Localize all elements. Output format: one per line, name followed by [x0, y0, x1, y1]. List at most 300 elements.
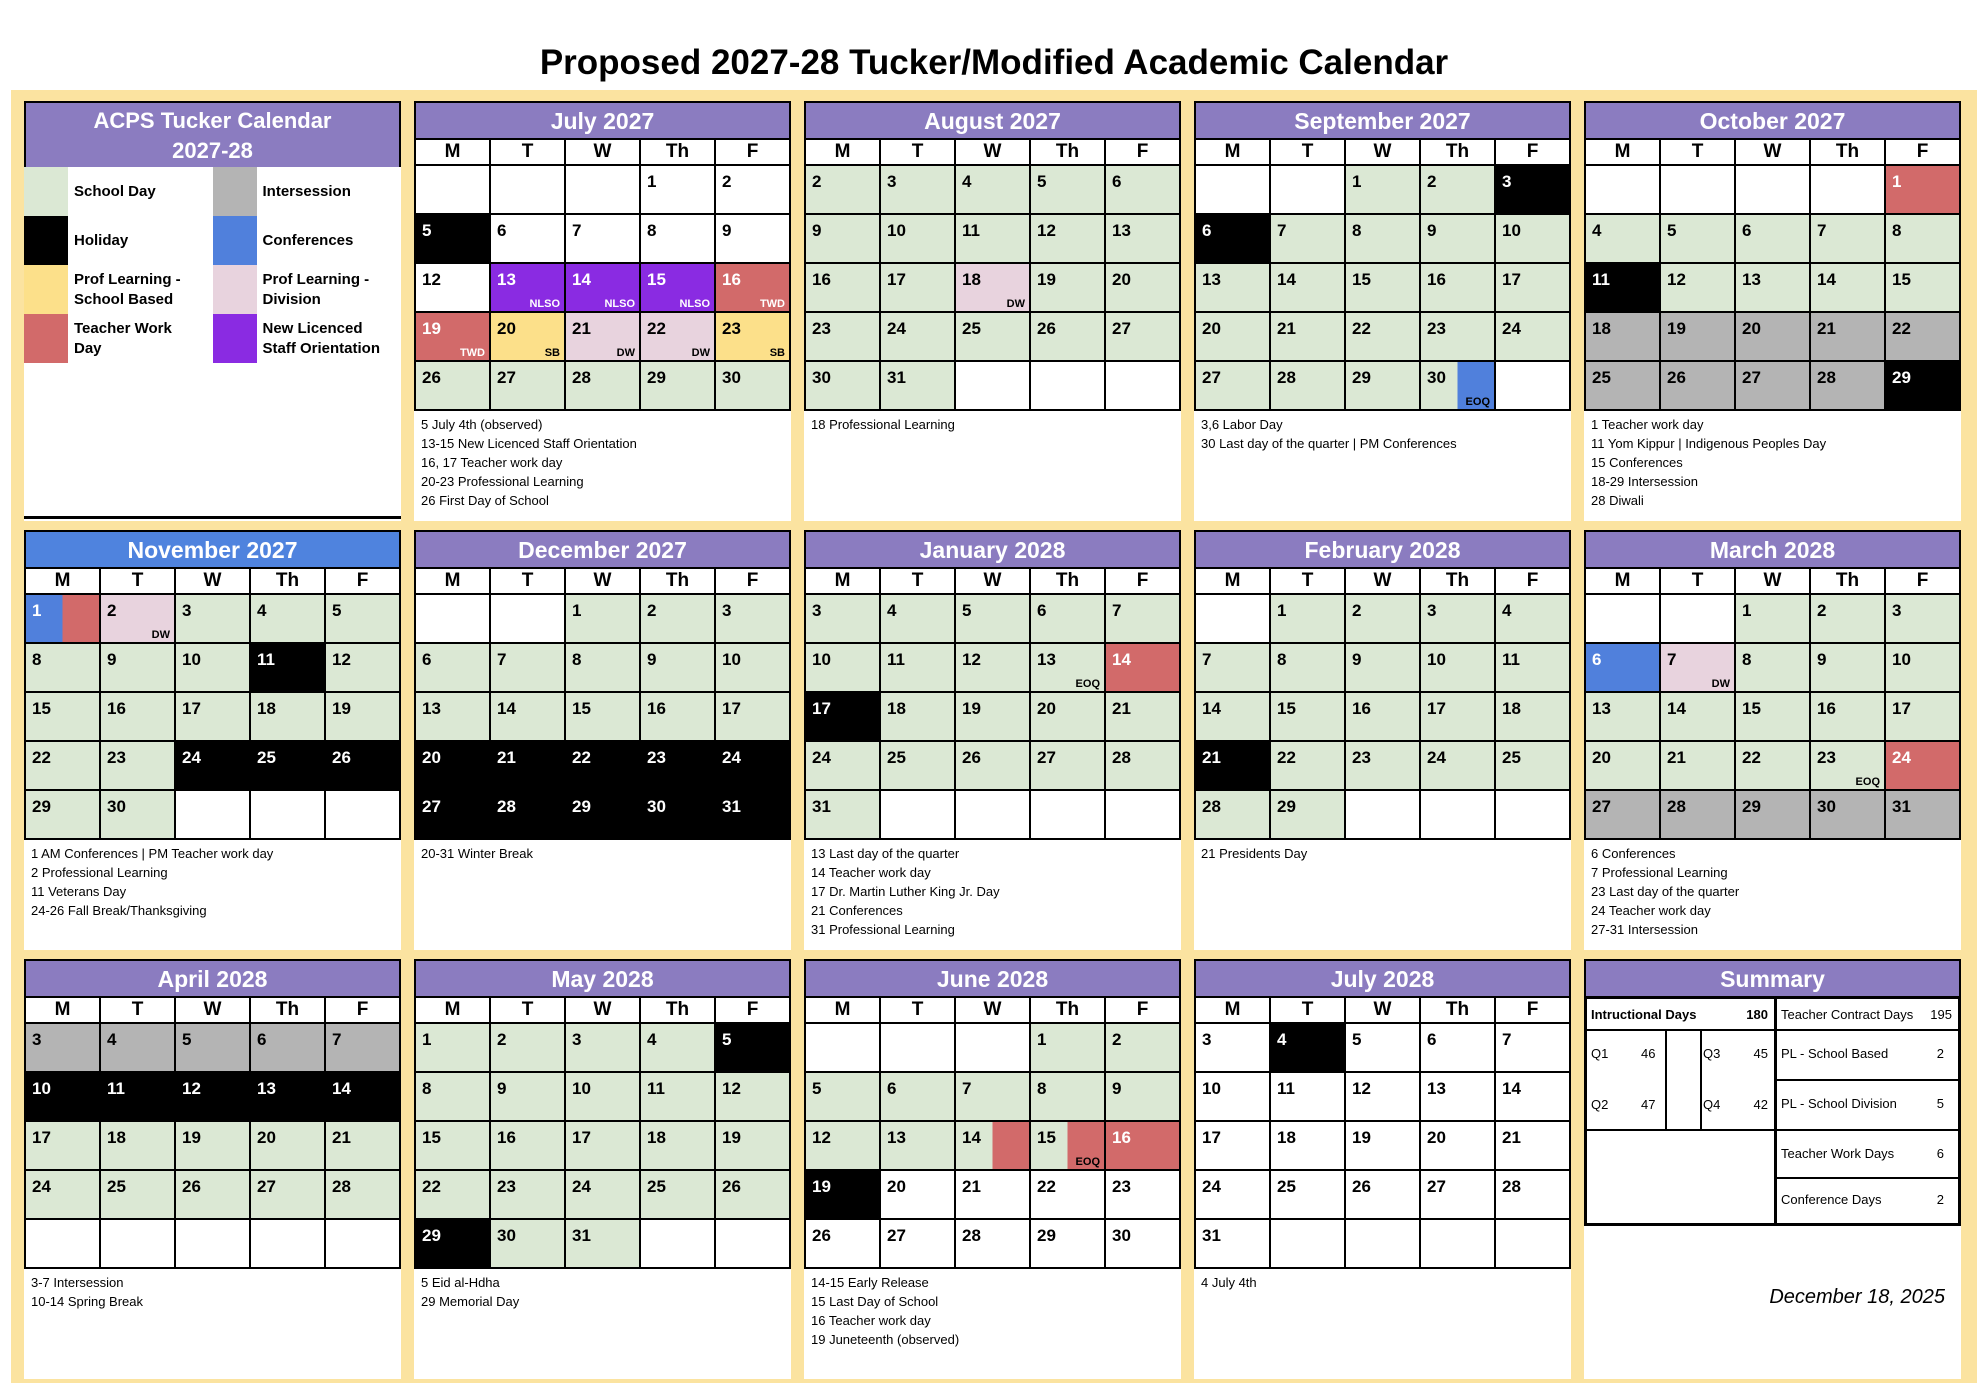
day-cell — [1031, 215, 1106, 264]
weekday-header: T — [491, 140, 566, 166]
day-number: 5 — [182, 1030, 192, 1049]
day-number: 24 — [32, 1177, 51, 1196]
day-cell — [641, 215, 716, 264]
day-cell — [1196, 595, 1271, 644]
weekday-header: W — [1346, 569, 1421, 595]
day-cell — [1661, 166, 1736, 215]
day-number: 23 — [812, 319, 831, 338]
day-cell — [806, 1073, 881, 1122]
day-number: 19 — [722, 1128, 741, 1147]
weekday-header: W — [176, 569, 251, 595]
note-line: 23 Last day of the quarter — [1591, 884, 1740, 899]
day-cell — [1811, 791, 1886, 840]
day-number: 26 — [1667, 368, 1686, 387]
summary-label: Conference Days — [1781, 1192, 1882, 1207]
day-number: 12 — [722, 1079, 741, 1098]
day-number: 21 — [1817, 319, 1836, 338]
day-cell — [1736, 742, 1811, 791]
day-cell — [251, 1122, 326, 1171]
note-line: 1 AM Conferences | PM Teacher work day — [31, 846, 274, 861]
legend-swatch — [24, 314, 68, 363]
day-cell — [26, 1024, 101, 1073]
day-cell — [641, 1073, 716, 1122]
day-cell — [716, 595, 791, 644]
day-cell — [1196, 1024, 1271, 1073]
day-number: 13 — [497, 270, 516, 289]
day-cell — [1106, 166, 1181, 215]
day-number: 14 — [962, 1128, 981, 1147]
day-number: 8 — [1037, 1079, 1047, 1098]
day-cell — [1106, 791, 1181, 840]
legend-panel — [24, 101, 401, 521]
note-line: 2 Professional Learning — [31, 865, 168, 880]
day-number: 17 — [1892, 699, 1911, 718]
day-cell — [566, 1073, 641, 1122]
day-cell — [1196, 1171, 1271, 1220]
month-notes — [1194, 1269, 1571, 1292]
day-number: 23 — [1427, 319, 1446, 338]
note-line: 15 Conferences — [1591, 455, 1683, 470]
day-number: 20 — [1112, 270, 1131, 289]
day-cell — [1496, 313, 1571, 362]
day-cell — [1196, 313, 1271, 362]
weekday-header: F — [1106, 998, 1181, 1024]
month-grid — [414, 567, 791, 840]
summary-label: PL - School Division — [1781, 1096, 1897, 1111]
day-cell — [641, 1024, 716, 1073]
day-number: 11 — [257, 650, 275, 669]
note-line: 20-31 Winter Break — [421, 846, 533, 861]
day-number: 17 — [887, 270, 906, 289]
day-number: 3 — [182, 601, 192, 620]
day-cell — [326, 1122, 401, 1171]
day-number: 4 — [1277, 1030, 1287, 1049]
weekday-header: M — [806, 998, 881, 1024]
day-number: 5 — [962, 601, 972, 620]
day-number: 17 — [572, 1128, 591, 1147]
legend-item — [213, 314, 402, 363]
day-cell — [956, 313, 1031, 362]
day-cell — [416, 1024, 491, 1073]
day-cell — [1496, 791, 1571, 840]
day-number: 14 — [572, 270, 591, 289]
day-number: 5 — [1667, 221, 1677, 240]
day-cell — [1736, 644, 1811, 693]
day-cell — [881, 215, 956, 264]
day-number: 30 — [1112, 1226, 1131, 1245]
day-cell — [1346, 1171, 1421, 1220]
summary-value: 6 — [1936, 1146, 1944, 1161]
day-cell — [326, 1024, 401, 1073]
day-cell — [1496, 166, 1571, 215]
day-number: 3 — [1202, 1030, 1212, 1049]
weekday-header: T — [491, 998, 566, 1024]
day-cell — [1661, 215, 1736, 264]
day-number: 6 — [1037, 601, 1047, 620]
day-number: 20 — [1037, 699, 1056, 718]
day-number: 1 — [32, 601, 42, 620]
legend-swatch — [24, 265, 68, 314]
day-number: 27 — [257, 1177, 276, 1196]
weekday-header: Th — [641, 140, 716, 166]
day-number: 21 — [1667, 748, 1686, 767]
weekday-header: F — [1496, 998, 1571, 1024]
weekday-header: M — [26, 998, 101, 1024]
day-cell — [26, 693, 101, 742]
legend-item — [213, 216, 402, 265]
calendar-frame — [11, 90, 1977, 1383]
day-cell — [1421, 1073, 1496, 1122]
day-cell — [1271, 1024, 1346, 1073]
weekday-header: T — [1271, 140, 1346, 166]
day-cell — [1271, 644, 1346, 693]
summary-row — [1777, 1131, 1958, 1179]
day-number: 21 — [332, 1128, 351, 1147]
day-cell — [1031, 595, 1106, 644]
weekday-header: Th — [251, 569, 326, 595]
day-number: 27 — [1202, 368, 1221, 387]
day-cell — [1421, 1220, 1496, 1269]
weekday-header: M — [416, 998, 491, 1024]
day-cell — [1031, 1073, 1106, 1122]
day-number: 10 — [1892, 650, 1911, 669]
day-cell — [1031, 1171, 1106, 1220]
day-number: 8 — [422, 1079, 432, 1098]
day-number: 14 — [332, 1079, 351, 1098]
day-cell — [491, 362, 566, 411]
day-cell — [641, 1171, 716, 1220]
day-cell — [491, 166, 566, 215]
calendar-grid — [24, 101, 1964, 1379]
note-line: 24 Teacher work day — [1591, 903, 1711, 918]
day-number: 6 — [1592, 650, 1602, 669]
day-number: 16 — [647, 699, 666, 718]
note-line: 7 Professional Learning — [1591, 865, 1728, 880]
legend-label — [68, 182, 156, 202]
day-cell — [1031, 791, 1106, 840]
day-number: 29 — [572, 797, 591, 816]
day-number: 31 — [1892, 797, 1911, 816]
day-cell — [1586, 742, 1661, 791]
day-number: 1 — [422, 1030, 432, 1049]
note-line: 11 Yom Kippur | Indigenous Peoples Day — [1591, 436, 1827, 451]
day-number: 16 — [1352, 699, 1371, 718]
day-number: 19 — [182, 1128, 201, 1147]
day-number: 20 — [1202, 319, 1221, 338]
day-number: 18 — [1277, 1128, 1296, 1147]
day-cell — [26, 1073, 101, 1122]
day-cell — [1031, 1220, 1106, 1269]
day-number: 13 — [1202, 270, 1221, 289]
summary-row — [1777, 1031, 1958, 1081]
month-title: February 2028 — [1194, 530, 1571, 567]
day-cell — [326, 693, 401, 742]
day-cell — [806, 595, 881, 644]
legend-label-line: School Based — [74, 290, 174, 308]
day-number: 8 — [1352, 221, 1362, 240]
day-number: 1 — [1037, 1030, 1047, 1049]
day-cell — [1106, 1220, 1181, 1269]
legend-label-line: Intersession — [262, 182, 351, 200]
day-number: 7 — [1202, 650, 1212, 669]
day-cell — [1346, 1122, 1421, 1171]
legend-label — [68, 319, 172, 359]
day-number: 21 — [1277, 319, 1296, 338]
day-cell — [416, 791, 491, 840]
legend-swatch — [24, 167, 68, 216]
day-number: 21 — [497, 748, 516, 767]
day-cell — [101, 742, 176, 791]
summary-right — [1777, 999, 1958, 1223]
month-notes — [804, 1269, 1181, 1349]
legend-label-line: Conferences — [262, 231, 354, 249]
weekday-header: F — [1886, 569, 1961, 595]
day-number: 4 — [1592, 221, 1602, 240]
day-cell — [881, 791, 956, 840]
note-line: 14-15 Early Release — [811, 1275, 929, 1290]
day-cell — [881, 1122, 956, 1171]
day-number: 23 — [1352, 748, 1371, 767]
day-cell — [956, 644, 1031, 693]
day-cell — [1886, 313, 1961, 362]
day-number: 11 — [1502, 650, 1520, 669]
day-number: 28 — [1277, 368, 1296, 387]
day-cell — [326, 791, 401, 840]
day-cell — [251, 742, 326, 791]
day-number: 17 — [1502, 270, 1521, 289]
day-cell — [491, 742, 566, 791]
day-cell — [416, 1122, 491, 1171]
day-cell — [26, 1122, 101, 1171]
summary-value: 2 — [1936, 1046, 1944, 1061]
month-title: July 2027 — [414, 101, 791, 138]
summary-row — [1777, 1081, 1958, 1131]
day-cell — [101, 791, 176, 840]
day-cell — [491, 1073, 566, 1122]
weekday-header: Th — [641, 569, 716, 595]
day-cell — [566, 1122, 641, 1171]
summary-value: 5 — [1936, 1096, 1944, 1111]
day-cell — [1271, 595, 1346, 644]
day-number: 24 — [182, 748, 201, 767]
day-cell — [716, 1024, 791, 1073]
day-number: 25 — [257, 748, 276, 767]
note-line: 19 Juneteenth (observed) — [811, 1332, 960, 1347]
day-cell — [1421, 1171, 1496, 1220]
day-cell — [806, 264, 881, 313]
day-cell — [101, 1024, 176, 1073]
day-number: 9 — [107, 650, 117, 669]
day-number: 23 — [107, 748, 126, 767]
day-number: 14 — [1202, 699, 1221, 718]
day-cell — [956, 215, 1031, 264]
day-cell — [1421, 1024, 1496, 1073]
day-cell — [1421, 791, 1496, 840]
legend-label — [68, 270, 181, 310]
note-line: 17 Dr. Martin Luther King Jr. Day — [811, 884, 1000, 899]
note-line: 26 First Day of School — [421, 493, 549, 508]
day-cell — [1736, 166, 1811, 215]
month-grid — [804, 138, 1181, 411]
day-cell — [26, 644, 101, 693]
day-number: 27 — [887, 1226, 906, 1245]
note-line: 13 Last day of the quarter — [811, 846, 960, 861]
day-number: 7 — [497, 650, 507, 669]
day-number: 17 — [1202, 1128, 1221, 1147]
day-number: 31 — [722, 797, 741, 816]
day-cell — [1661, 264, 1736, 313]
day-number: 12 — [812, 1128, 831, 1147]
day-number: 3 — [1892, 601, 1902, 620]
day-cell — [26, 595, 101, 644]
day-cell — [416, 264, 491, 313]
day-number: 9 — [812, 221, 822, 240]
day-cell — [326, 1171, 401, 1220]
day-number: 28 — [572, 368, 591, 387]
note-line: 28 Diwali — [1591, 493, 1644, 508]
day-number: 24 — [722, 748, 741, 767]
day-cell — [1196, 1122, 1271, 1171]
summary-label: Q2 — [1591, 1097, 1609, 1112]
day-number: 30 — [1817, 797, 1836, 816]
day-cell — [1661, 362, 1736, 411]
legend-swatch — [24, 216, 68, 265]
day-number: 21 — [1112, 699, 1131, 718]
day-cell — [1586, 595, 1661, 644]
legend-item — [24, 167, 213, 216]
weekday-header: T — [101, 998, 176, 1024]
day-number: 10 — [32, 1079, 51, 1098]
day-cell — [416, 1171, 491, 1220]
day-cell — [491, 313, 566, 362]
day-cell — [1661, 693, 1736, 742]
day-cell — [1811, 644, 1886, 693]
day-number: 2 — [107, 601, 117, 620]
day-number: 13 — [1742, 270, 1761, 289]
day-cell — [641, 595, 716, 644]
day-number: 1 — [1352, 172, 1362, 191]
day-cell — [491, 1122, 566, 1171]
weekday-header: M — [416, 569, 491, 595]
month-title: June 2028 — [804, 959, 1181, 996]
day-cell — [1421, 644, 1496, 693]
day-number: 19 — [1352, 1128, 1371, 1147]
day-number: 21 — [1202, 748, 1221, 767]
day-cell — [416, 742, 491, 791]
legend-label — [257, 270, 370, 310]
legend-label-line: Day — [74, 339, 102, 357]
day-cell — [716, 791, 791, 840]
month-title: March 2028 — [1584, 530, 1961, 567]
day-cell — [1661, 595, 1736, 644]
day-cell — [176, 1220, 251, 1269]
weekday-header: T — [101, 569, 176, 595]
month-panel — [1194, 530, 1571, 950]
day-number: 7 — [962, 1079, 972, 1098]
day-number: 15 — [1742, 699, 1761, 718]
day-number: 7 — [1667, 650, 1677, 669]
day-number: 20 — [887, 1177, 906, 1196]
day-cell — [1586, 166, 1661, 215]
day-cell — [1106, 264, 1181, 313]
day-number: 5 — [332, 601, 342, 620]
day-number: 30 — [812, 368, 831, 387]
weekday-header: F — [1106, 140, 1181, 166]
month-panel — [414, 530, 791, 950]
day-cell — [566, 264, 641, 313]
day-cell — [956, 1122, 1031, 1171]
day-tag: EOQ — [1855, 776, 1880, 788]
day-number: 25 — [1277, 1177, 1296, 1196]
day-cell — [1421, 1122, 1496, 1171]
month-notes — [24, 1269, 401, 1311]
day-cell — [806, 1171, 881, 1220]
day-number: 22 — [572, 748, 591, 767]
legend-swatch — [213, 216, 257, 265]
weekday-header: W — [1346, 998, 1421, 1024]
day-cell — [1886, 644, 1961, 693]
day-number: 26 — [422, 368, 441, 387]
day-cell — [416, 313, 491, 362]
month-grid — [1194, 996, 1571, 1269]
weekday-header: W — [1346, 140, 1421, 166]
day-number: 7 — [1277, 221, 1287, 240]
day-cell — [956, 791, 1031, 840]
day-cell — [1031, 644, 1106, 693]
weekday-header: F — [716, 140, 791, 166]
day-number: 5 — [722, 1030, 732, 1049]
day-cell — [1196, 693, 1271, 742]
day-cell — [251, 1171, 326, 1220]
day-cell — [1886, 595, 1961, 644]
day-cell — [716, 693, 791, 742]
day-number: 9 — [1112, 1079, 1122, 1098]
day-cell — [881, 1220, 956, 1269]
day-cell — [1271, 693, 1346, 742]
day-number: 27 — [1037, 748, 1056, 767]
day-number: 10 — [1427, 650, 1446, 669]
weekday-header: T — [881, 569, 956, 595]
day-cell — [566, 1171, 641, 1220]
legend-label-line: Division — [262, 290, 321, 308]
day-number: 27 — [497, 368, 516, 387]
day-number: 29 — [1352, 368, 1371, 387]
day-cell — [101, 1073, 176, 1122]
day-number: 23 — [722, 319, 741, 338]
month-title: January 2028 — [804, 530, 1181, 567]
day-number: 16 — [812, 270, 831, 289]
day-number: 22 — [1277, 748, 1296, 767]
weekday-header: W — [176, 998, 251, 1024]
day-cell — [641, 1220, 716, 1269]
day-cell — [1106, 595, 1181, 644]
day-cell — [566, 595, 641, 644]
day-number: 22 — [1892, 319, 1911, 338]
day-cell — [176, 693, 251, 742]
day-number: 8 — [647, 221, 657, 240]
day-cell — [416, 362, 491, 411]
day-cell — [566, 362, 641, 411]
day-cell — [641, 1122, 716, 1171]
day-number: 22 — [32, 748, 51, 767]
day-number: 9 — [1352, 650, 1362, 669]
day-tag: EOQ — [1075, 678, 1100, 690]
note-line: 27-31 Intersession — [1591, 922, 1698, 937]
day-cell — [1661, 791, 1736, 840]
note-line: 1 Teacher work day — [1591, 417, 1704, 432]
month-panel — [24, 530, 401, 950]
day-cell — [716, 644, 791, 693]
